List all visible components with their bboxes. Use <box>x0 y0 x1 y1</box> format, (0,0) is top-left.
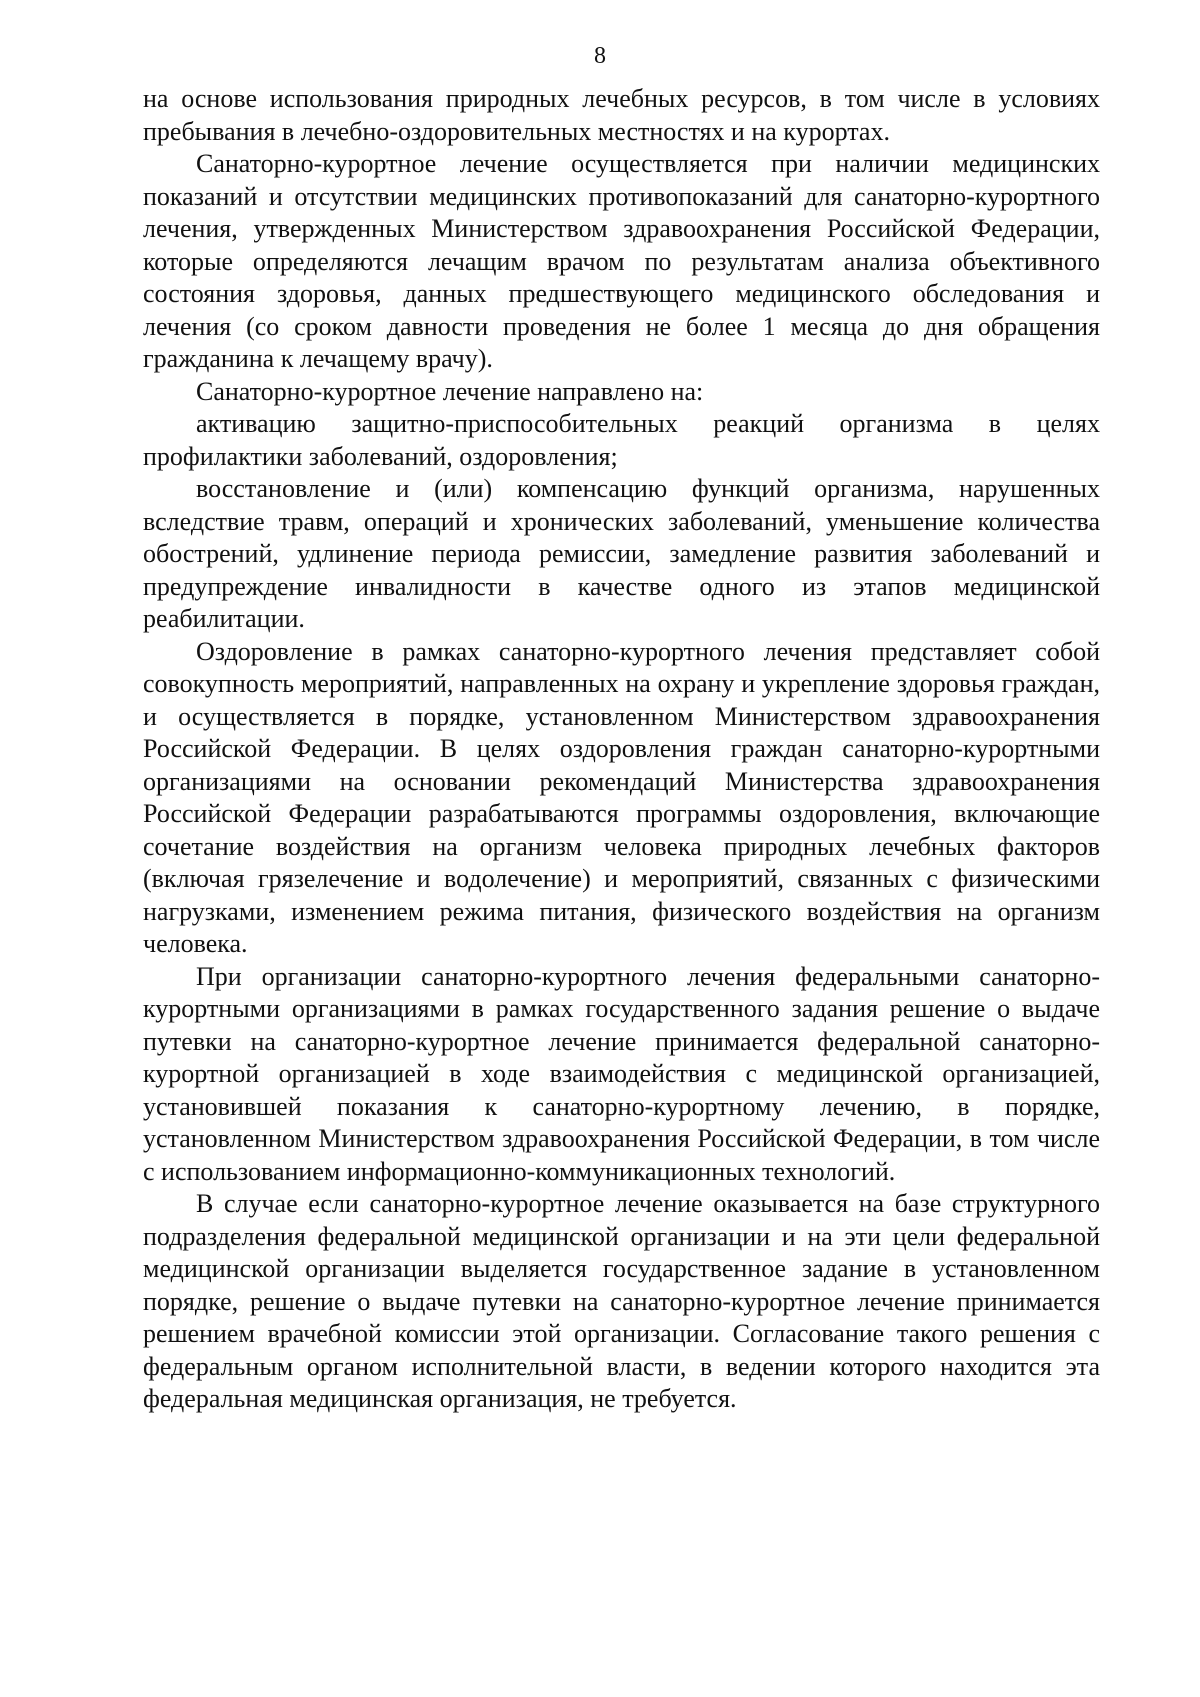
paragraph-federal-organizations: При организации санаторно-курортного лечения федеральными санаторно-курортными организациями в рамках государственного задания решение о выдаче путевки на санаторно-курортное лечение принимается федеральной санаторно-курортной организацией в ходе взаимодействия с медицинской организацией, установившей показания к санаторно-курортному лечению, в порядке, установленном Министерством здравоохранения Российской Федерации, в том числе с использованием информационно-коммуникационных технологий. <box>143 961 1100 1186</box>
paragraph-aim-restoration: восстановление и (или) компенсацию функций организма, нарушенных вследствие травм, операций и хронических заболеваний, уменьшение количества обострений, удлинение периода ремиссии, замедление развития заболеваний и предупреждение инвалидности в качестве одного из этапов медицинской реабилитации. <box>143 474 1100 633</box>
paragraph-structural-subdivision: В случае если санаторно-курортное лечение оказывается на базе структурного подразделения федеральной медицинской организации и на эти цели федеральной медицинской организации выделяется государственное задание в установленном порядке, решение о выдаче путевки на санаторно-курортное лечение принимается решением врачебной комиссии этой организации. Согласование такого решения с федеральным органом исполнительной власти, в ведении которого находится эта федеральная медицинская организация, не требуется. <box>143 1189 1100 1413</box>
paragraph-aim-activation: активацию защитно-приспособительных реакций организма в целях профилактики заболеваний, оздоровления; <box>143 409 1100 471</box>
paragraph-sanatorium-treatment-conditions: Санаторно-курортное лечение осуществляется при наличии медицинских показаний и отсутствии медицинских противопоказаний для санаторно-курортного лечения, утвержденных Министерством здравоохранения Российской Федерации, которые определяются лечащим врачом по результатам анализа объективного состояния здоровья, данных предшествующего медицинского обследования и лечения (со сроком давности проведения не более 1 месяца до дня обращения гражданина к лечащему врачу). <box>143 149 1100 373</box>
paragraph-health-improvement: Оздоровление в рамках санаторно-курортного лечения представляет собой совокупность мероприятий, направленных на охрану и укрепление здоровья граждан, и осуществляется в порядке, установленном Министерством здравоохранения Российской Федерации. В целях оздоровления граждан санаторно-курортными организациями на основании рекомендаций Министерства здравоохранения Российской Федерации разрабатываются программы оздоровления, включающие сочетание воздействия на организм человека природных лечебных факторов (включая грязелечение и водолечение) и мероприятий, связанных с физическими нагрузками, изменением режима питания, физического воздействия на организм человека. <box>143 636 1100 958</box>
document-body <box>143 83 1100 1416</box>
page-number: 8 <box>594 43 606 69</box>
paragraph-treatment-aims-intro: Санаторно-курортное лечение направлено на: <box>196 376 704 406</box>
paragraph-continuation: на основе использования природных лечебных ресурсов, в том числе в условиях пребывания в лечебно-оздоровительных местностях и на курортах. <box>143 84 1100 146</box>
